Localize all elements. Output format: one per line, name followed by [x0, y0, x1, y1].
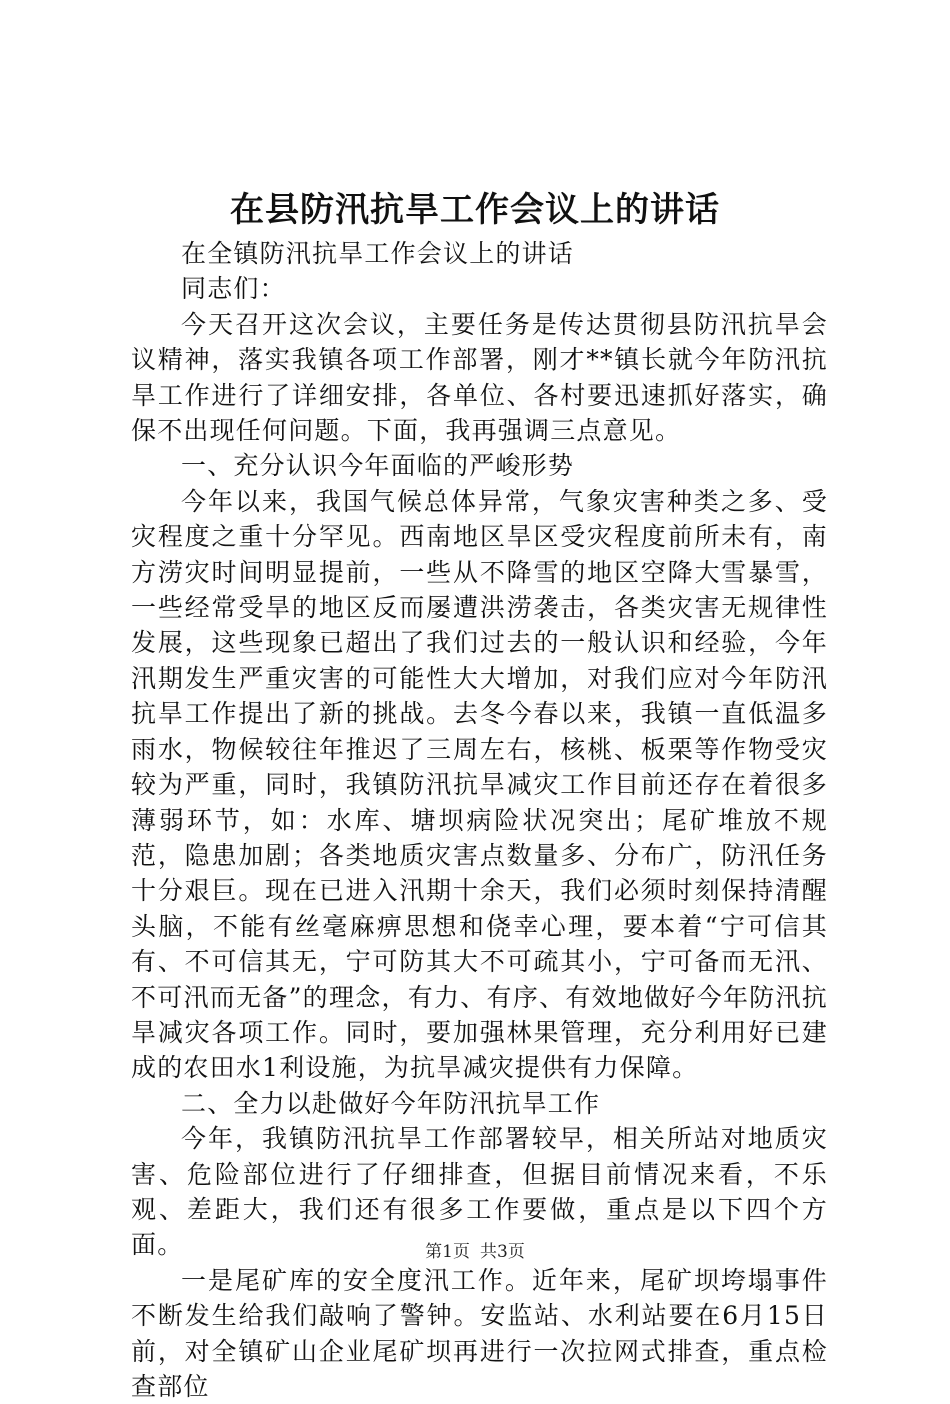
page-number: 第1页: [425, 1242, 470, 1262]
document-title: 在县防汛抗旱工作会议上的讲话: [230, 190, 720, 230]
paragraph-tailings: 一是尾矿库的安全度汛工作。近年来，尾矿坝垮塌事件不断发生给我们敲响了警钟。安监站、水利站要在6月15日前，对全镇矿山企业尾矿坝再进行一次拉网式排查，重点检查部位: [131, 1265, 828, 1401]
page-total: 共3页: [480, 1242, 525, 1262]
subtitle-line: 在全镇防汛抗旱工作会议上的讲话: [181, 239, 575, 268]
section-heading-1: 一、充分认识今年面临的严峻形势: [181, 451, 575, 481]
document-body: [131, 236, 828, 1404]
paragraph-intro: 今天召开这次会议，主要任务是传达贯彻县防汛抗旱会议精神，落实我镇各项工作部署，刚才**镇长就今年防汛抗旱工作进行了详细安排，各单位、各村要迅速抓好落实，确保不出现任何问题。下面，我再强调三点意见。: [131, 309, 828, 446]
section-heading-2: 二、全力以赴做好今年防汛抗旱工作: [181, 1088, 601, 1118]
salutation: 同志们：: [181, 274, 286, 304]
paragraph-work-focus: 今年，我镇防汛抗旱工作部署较早，相关所站对地质灾害、危险部位进行了仔细排查，但据目前情况来看，不乐观、差距大，我们还有很多工作要做，重点是以下四个方面。: [131, 1124, 828, 1260]
page-footer: [0, 1240, 950, 1264]
paragraph-situation: 今年以来，我国气候总体异常，气象灾害种类之多、受灾程度之重十分罕见。西南地区旱区受灾程度前所未有，南方涝灾时间明显提前，一些从不降雪的地区空降大雪暴雪，一些经常受旱的地区反而屡遭洪涝袭击，各类灾害无规律性发展，这些现象已超出了我们过去的一般认识和经验，今年汛期发生严重灾害的可能性大大增加，对我们应对今年防汛抗旱工作提出了新的挑战。去冬今春以来，我镇一直低温多雨水，物候较往年推迟了三周左右，核桃、板栗等作物受灾较为严重，同时，我镇防汛抗旱减灾工作目前还存在着很多薄弱环节，如：水库、塘坝病险状况突出；尾矿堆放不规范，隐患加剧；各类地质灾害点数量多、分布广，防汛任务十分艰巨。现在已进入汛期十余天，我们必须时刻保持清醒头脑，不能有丝毫麻痹思想和侥幸心理，要本着“宁可信其有、不可信其无，宁可防其大不可疏其小，宁可备而无汛、不可汛而无备”的理念，有力、有序、有效地做好今年防汛抗旱减灾各项工作。同时，要加强林果管理，充分利用好已建成的农田水1利设施，为抗旱减灾提供有力保障。: [131, 486, 828, 1083]
